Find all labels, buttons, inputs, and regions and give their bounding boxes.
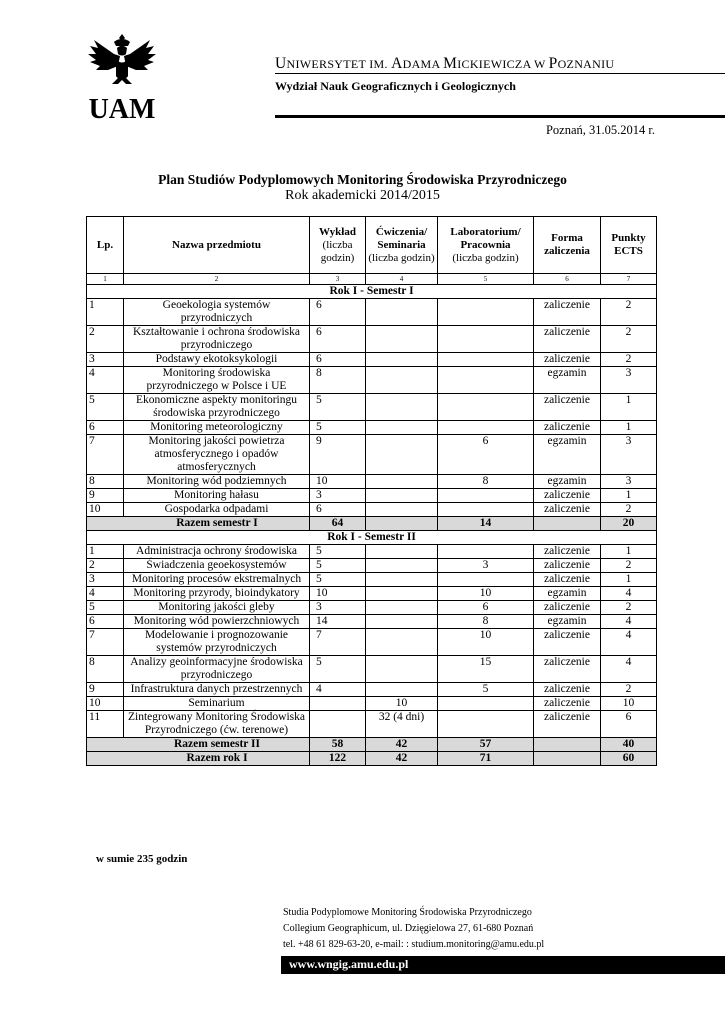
ects-cell: 2: [601, 683, 657, 697]
lp-cell: 11: [87, 711, 124, 738]
faculty-name: Wydział Nauk Geograficznych i Geologicznych: [275, 79, 516, 93]
ects-cell: 10: [601, 697, 657, 711]
table-row: [87, 353, 657, 367]
subject-name-cell: Gospodarka odpadami: [124, 503, 310, 517]
col-header-name: Nazwa przedmiotu: [124, 217, 310, 274]
table-row: [87, 615, 657, 629]
assessment-form-cell: zaliczenie: [534, 545, 601, 559]
lab-hours-cell: 8: [438, 615, 534, 629]
subject-name-cell: Monitoring przyrody, bioindykatory: [124, 587, 310, 601]
subject-name-cell: Monitoring hałasu: [124, 489, 310, 503]
document-title: Plan Studiów Podyplomowych Monitoring Środowiska Przyrodniczego: [158, 172, 567, 187]
footer-website-bar: [281, 956, 725, 974]
lecture-hours-cell: 5: [310, 656, 366, 683]
assessment-form-cell: zaliczenie: [534, 573, 601, 587]
lecture-hours-cell: 6: [310, 326, 366, 353]
sum-lecture-cell: 122: [310, 752, 366, 766]
ects-cell: 1: [601, 421, 657, 435]
exercise-hours-cell: [366, 353, 438, 367]
sum-lab-cell: 71: [438, 752, 534, 766]
exercise-hours-cell: [366, 435, 438, 475]
ects-cell: 2: [601, 326, 657, 353]
assessment-form-cell: zaliczenie: [534, 394, 601, 421]
ects-cell: 1: [601, 394, 657, 421]
subject-name-cell: Infrastruktura danych przestrzennych: [124, 683, 310, 697]
header-divider: [275, 73, 725, 74]
table-row: [87, 573, 657, 587]
sum-exercise-cell: 42: [366, 738, 438, 752]
table-row: [87, 299, 657, 326]
lp-cell: 8: [87, 475, 124, 489]
lab-hours-cell: 15: [438, 656, 534, 683]
column-number-cell: 7: [601, 274, 657, 285]
exercise-hours-cell: [366, 587, 438, 601]
lp-cell: 9: [87, 683, 124, 697]
exercise-hours-cell: [366, 489, 438, 503]
lecture-hours-cell: 10: [310, 587, 366, 601]
ects-cell: 2: [601, 559, 657, 573]
semester-label-cell: Rok I - Semestr II: [87, 531, 657, 545]
lab-hours-cell: [438, 697, 534, 711]
table-row: [87, 559, 657, 573]
ects-cell: 3: [601, 367, 657, 394]
table-row: [87, 629, 657, 656]
lab-hours-cell: [438, 367, 534, 394]
column-number-cell: 2: [124, 274, 310, 285]
total-hours: w sumie 235 godzin: [96, 853, 188, 865]
year-total-row: [87, 752, 657, 766]
table-row: [87, 601, 657, 615]
semester-heading-row: [87, 285, 657, 299]
lab-hours-cell: [438, 489, 534, 503]
lp-cell: 3: [87, 573, 124, 587]
table-row: [87, 421, 657, 435]
document-subtitle: Rok akademicki 2014/2015: [285, 188, 440, 203]
table-row: [87, 326, 657, 353]
lecture-hours-cell: 6: [310, 299, 366, 326]
assessment-form-cell: egzamin: [534, 587, 601, 601]
lp-cell: 7: [87, 629, 124, 656]
subject-name-cell: Świadczenia geoekosystemów: [124, 559, 310, 573]
column-number-row: [87, 274, 657, 285]
subject-name-cell: Analizy geoinformacyjne środowiska przyrodniczego: [124, 656, 310, 683]
assessment-form-cell: zaliczenie: [534, 711, 601, 738]
exercise-hours-cell: [366, 559, 438, 573]
lp-cell: 5: [87, 601, 124, 615]
lab-hours-cell: [438, 326, 534, 353]
assessment-form-cell: egzamin: [534, 615, 601, 629]
exercise-hours-cell: [366, 475, 438, 489]
ects-cell: 2: [601, 353, 657, 367]
lab-hours-cell: [438, 503, 534, 517]
table-row: [87, 656, 657, 683]
assessment-form-cell: zaliczenie: [534, 421, 601, 435]
table-row: [87, 394, 657, 421]
exercise-hours-cell: [366, 601, 438, 615]
sum-ects-cell: 60: [601, 752, 657, 766]
assessment-form-cell: egzamin: [534, 475, 601, 489]
university-name: [275, 55, 614, 73]
subject-name-cell: Ekonomiczne aspekty monitoringu środowiska przyrodniczego: [124, 394, 310, 421]
lecture-hours-cell: 4: [310, 683, 366, 697]
assessment-form-cell: zaliczenie: [534, 629, 601, 656]
table-row: [87, 489, 657, 503]
lecture-hours-cell: 5: [310, 559, 366, 573]
table-row: [87, 711, 657, 738]
assessment-form-cell: zaliczenie: [534, 503, 601, 517]
footer-line: tel. +48 61 829-63-20, e-mail: : studium.monitoring@amu.edu.pl: [283, 939, 545, 950]
assessment-form-cell: zaliczenie: [534, 353, 601, 367]
lab-hours-cell: [438, 353, 534, 367]
exercise-hours-cell: [366, 394, 438, 421]
subject-name-cell: Monitoring jakości gleby: [124, 601, 310, 615]
uni-part: POZNANIU: [548, 55, 615, 72]
col-header-ects: Punkty ECTS: [601, 217, 657, 274]
table-row: [87, 545, 657, 559]
sum-label-cell: Razem rok I: [87, 752, 310, 766]
lp-cell: 2: [87, 326, 124, 353]
uni-part: UNIWERSYTET IM.: [275, 55, 392, 72]
table-row: [87, 435, 657, 475]
assessment-form-cell: egzamin: [534, 367, 601, 394]
ects-cell: 4: [601, 615, 657, 629]
lecture-hours-cell: 5: [310, 421, 366, 435]
column-number-cell: 6: [534, 274, 601, 285]
subject-name-cell: Monitoring meteorologiczny: [124, 421, 310, 435]
ects-cell: 2: [601, 601, 657, 615]
lecture-hours-cell: 9: [310, 435, 366, 475]
ects-cell: 3: [601, 435, 657, 475]
ects-cell: 4: [601, 656, 657, 683]
ects-cell: 1: [601, 573, 657, 587]
sum-label-cell: Razem semestr II: [87, 738, 310, 752]
lp-cell: 6: [87, 421, 124, 435]
lp-cell: 4: [87, 367, 124, 394]
footer-line: Studia Podyplomowe Monitoring Środowiska Przyrodniczego: [283, 907, 532, 918]
lab-hours-cell: 3: [438, 559, 534, 573]
header-thick-divider: [275, 115, 725, 118]
lecture-hours-cell: [310, 711, 366, 738]
table-row: [87, 475, 657, 489]
column-number-cell: 4: [366, 274, 438, 285]
table-row: [87, 503, 657, 517]
lecture-hours-cell: 5: [310, 545, 366, 559]
sum-form-cell: [534, 752, 601, 766]
table-row: [87, 683, 657, 697]
subject-name-cell: Zintegrowany Monitoring Środowiska Przyrodniczego (ćw. terenowe): [124, 711, 310, 738]
assessment-form-cell: zaliczenie: [534, 697, 601, 711]
assessment-form-cell: egzamin: [534, 435, 601, 475]
table-row: [87, 587, 657, 601]
subject-name-cell: Monitoring wód podziemnych: [124, 475, 310, 489]
assessment-form-cell: zaliczenie: [534, 326, 601, 353]
university-eagle-logo: [84, 32, 160, 122]
lab-hours-cell: 5: [438, 683, 534, 697]
exercise-hours-cell: [366, 683, 438, 697]
sum-exercise-cell: [366, 517, 438, 531]
ects-cell: 2: [601, 299, 657, 326]
lecture-hours-cell: 5: [310, 573, 366, 587]
lecture-hours-cell: 10: [310, 475, 366, 489]
ects-cell: 4: [601, 629, 657, 656]
study-plan-table: [86, 216, 657, 766]
exercise-hours-cell: [366, 573, 438, 587]
table-header-row: [87, 217, 657, 274]
sum-lab-cell: 14: [438, 517, 534, 531]
lp-cell: 9: [87, 489, 124, 503]
ects-cell: 1: [601, 545, 657, 559]
subject-name-cell: Seminarium: [124, 697, 310, 711]
col-header-lecture: Wykład (liczba godzin): [310, 217, 366, 274]
lp-cell: 4: [87, 587, 124, 601]
sum-lecture-cell: 64: [310, 517, 366, 531]
lp-cell: 1: [87, 299, 124, 326]
lp-cell: 8: [87, 656, 124, 683]
footer-contact: [283, 905, 544, 953]
uni-part: ADAMA: [391, 55, 444, 72]
lecture-hours-cell: 3: [310, 601, 366, 615]
lp-cell: 7: [87, 435, 124, 475]
sum-exercise-cell: 42: [366, 752, 438, 766]
semester-label-cell: Rok I - Semestr I: [87, 285, 657, 299]
lab-hours-cell: 6: [438, 435, 534, 475]
col-header-form: Forma zaliczenia: [534, 217, 601, 274]
lab-hours-cell: [438, 394, 534, 421]
sum-lab-cell: 57: [438, 738, 534, 752]
exercise-hours-cell: [366, 299, 438, 326]
lab-hours-cell: 10: [438, 629, 534, 656]
lecture-hours-cell: 6: [310, 353, 366, 367]
lp-cell: 2: [87, 559, 124, 573]
lecture-hours-cell: [310, 697, 366, 711]
sum-form-cell: [534, 738, 601, 752]
ects-cell: 4: [601, 587, 657, 601]
col-header-exercise: Ćwiczenia/ Seminaria (liczba godzin): [366, 217, 438, 274]
lecture-hours-cell: 7: [310, 629, 366, 656]
lp-cell: 1: [87, 545, 124, 559]
sum-ects-cell: 40: [601, 738, 657, 752]
lab-hours-cell: [438, 573, 534, 587]
lp-cell: 3: [87, 353, 124, 367]
exercise-hours-cell: [366, 503, 438, 517]
lp-cell: 6: [87, 615, 124, 629]
assessment-form-cell: zaliczenie: [534, 683, 601, 697]
table-row: [87, 367, 657, 394]
uni-part: MICKIEWICZA W: [443, 55, 549, 72]
exercise-hours-cell: [366, 326, 438, 353]
ects-cell: 3: [601, 475, 657, 489]
lp-cell: 10: [87, 503, 124, 517]
lab-hours-cell: [438, 711, 534, 738]
assessment-form-cell: zaliczenie: [534, 489, 601, 503]
lecture-hours-cell: 14: [310, 615, 366, 629]
ects-cell: 1: [601, 489, 657, 503]
exercise-hours-cell: 32 (4 dni): [366, 711, 438, 738]
lab-hours-cell: [438, 421, 534, 435]
assessment-form-cell: zaliczenie: [534, 299, 601, 326]
assessment-form-cell: zaliczenie: [534, 559, 601, 573]
semester-sum-row: [87, 517, 657, 531]
ects-cell: 6: [601, 711, 657, 738]
column-number-cell: 1: [87, 274, 124, 285]
lecture-hours-cell: 8: [310, 367, 366, 394]
exercise-hours-cell: [366, 656, 438, 683]
col-header-lp: Lp.: [87, 217, 124, 274]
subject-name-cell: Kształtowanie i ochrona środowiska przyrodniczego: [124, 326, 310, 353]
lab-hours-cell: [438, 545, 534, 559]
subject-name-cell: Administracja ochrony środowiska: [124, 545, 310, 559]
sum-ects-cell: 20: [601, 517, 657, 531]
col-header-lab: Laboratorium/ Pracownia (liczba godzin): [438, 217, 534, 274]
table-row: [87, 697, 657, 711]
assessment-form-cell: zaliczenie: [534, 656, 601, 683]
lab-hours-cell: 10: [438, 587, 534, 601]
lp-cell: 10: [87, 697, 124, 711]
column-number-cell: 5: [438, 274, 534, 285]
exercise-hours-cell: [366, 367, 438, 394]
column-number-cell: 3: [310, 274, 366, 285]
exercise-hours-cell: [366, 629, 438, 656]
exercise-hours-cell: 10: [366, 697, 438, 711]
website-link[interactable]: www.wngig.amu.edu.pl: [289, 957, 409, 971]
semester-heading-row: [87, 531, 657, 545]
logo-text: UAM: [88, 94, 156, 122]
lp-cell: 5: [87, 394, 124, 421]
place-date: Poznań, 31.05.2014 r.: [545, 123, 655, 137]
subject-name-cell: Modelowanie i prognozowanie systemów przyrodniczych: [124, 629, 310, 656]
assessment-form-cell: zaliczenie: [534, 601, 601, 615]
subject-name-cell: Monitoring środowiska przyrodniczego w Polsce i UE: [124, 367, 310, 394]
subject-name-cell: Monitoring procesów ekstremalnych: [124, 573, 310, 587]
semester-sum-row: [87, 738, 657, 752]
lab-hours-cell: [438, 299, 534, 326]
subject-name-cell: Geoekologia systemów przyrodniczych: [124, 299, 310, 326]
sum-form-cell: [534, 517, 601, 531]
exercise-hours-cell: [366, 545, 438, 559]
ects-cell: 2: [601, 503, 657, 517]
sum-lecture-cell: 58: [310, 738, 366, 752]
subject-name-cell: Podstawy ekotoksykologii: [124, 353, 310, 367]
lab-hours-cell: 6: [438, 601, 534, 615]
lecture-hours-cell: 3: [310, 489, 366, 503]
lecture-hours-cell: 6: [310, 503, 366, 517]
subject-name-cell: Monitoring jakości powietrza atmosferycznego i opadów atmosferycznych: [124, 435, 310, 475]
lecture-hours-cell: 5: [310, 394, 366, 421]
exercise-hours-cell: [366, 421, 438, 435]
subject-name-cell: Monitoring wód powierzchniowych: [124, 615, 310, 629]
lab-hours-cell: 8: [438, 475, 534, 489]
footer-line: Collegium Geographicum, ul. Dzięgielowa 27, 61-680 Poznań: [283, 923, 534, 934]
exercise-hours-cell: [366, 615, 438, 629]
sum-label-cell: Razem semestr I: [87, 517, 310, 531]
